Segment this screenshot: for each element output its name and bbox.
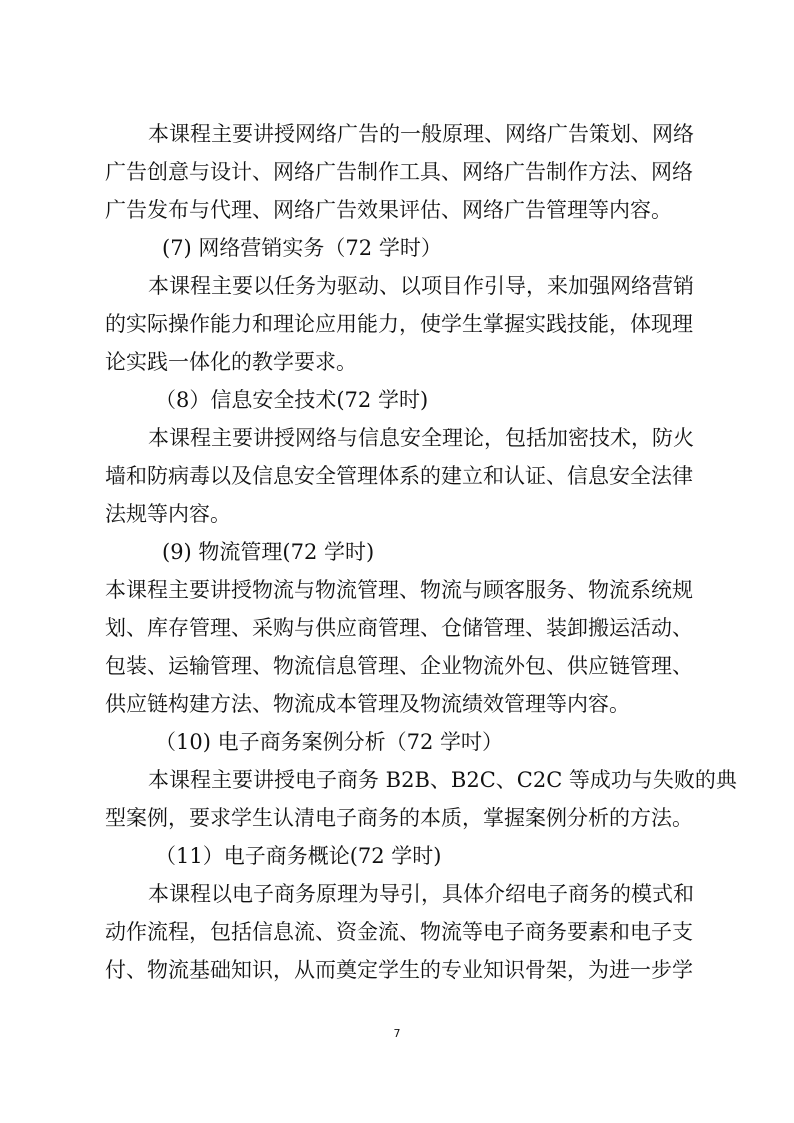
paragraph-line: 本课程主要讲授网络与信息安全理论，包括加密技术，防火	[148, 426, 694, 450]
paragraph-line: 动作流程，包括信息流、资金流、物流等电子商务要素和电子支	[105, 920, 693, 944]
paragraph-line: 本课程主要讲授物流与物流管理、物流与顾客服务、物流系统规	[105, 578, 693, 602]
page-number: 7	[393, 1027, 401, 1040]
paragraph-line: 本课程主要讲授网络广告的一般原理、网络广告策划、网络	[148, 122, 694, 146]
paragraph-line: 型案例，要求学生认清电子商务的本质，掌握案例分析的方法。	[105, 806, 693, 830]
section-heading: （10) 电子商务案例分析（72 学吋）	[155, 730, 503, 754]
section-heading: （8）信息安全技术(72 学时)	[155, 388, 429, 412]
paragraph-line: 供应链构建方法、物流成本管理及物流绩效管理等内容。	[105, 692, 630, 716]
paragraph-line: 广告发布与代理、网络广告效果评估、网络广告管理等内容。	[105, 198, 672, 222]
paragraph-line: 的实际操作能力和理论应用能力，使学生掌握实践技能，体现理	[105, 312, 693, 336]
section-heading: （11）电子商务概论(72 学时)	[155, 844, 442, 868]
paragraph-line: 划、库存管理、采购与供应商管理、仓储管理、装卸搬运活动、	[105, 616, 693, 640]
paragraph-line: 本课程以电子商务原理为导引，具体介绍电子商务的模式和	[148, 882, 694, 906]
section-heading: (7) 网络营销实务（72 学时）	[162, 236, 442, 260]
paragraph-line: 付、物流基础知识，从而奠定学生的专业知识骨架，为进一步学	[105, 958, 693, 982]
paragraph-line: 论实践一体化的教学要求。	[105, 350, 357, 374]
paragraph-line: 本课程主要以任务为驱动、以项目作引导，来加强网络营销	[148, 274, 694, 298]
paragraph-line: 法规等内容。	[105, 502, 231, 526]
paragraph-line: 本课程主要讲授电子商务 B2B、B2C、C2C 等成功与失败的典	[148, 768, 737, 792]
paragraph-line: 广告创意与设计、网络广告制作工具、网络广告制作方法、网络	[105, 160, 693, 184]
section-heading: (9) 物流管理(72 学时)	[162, 540, 375, 564]
paragraph-line: 墙和防病毒以及信息安全管理体系的建立和认证、信息安全法律	[105, 464, 693, 488]
paragraph-line: 包装、运输管理、物流信息管理、企业物流外包、供应链管理、	[105, 654, 693, 678]
